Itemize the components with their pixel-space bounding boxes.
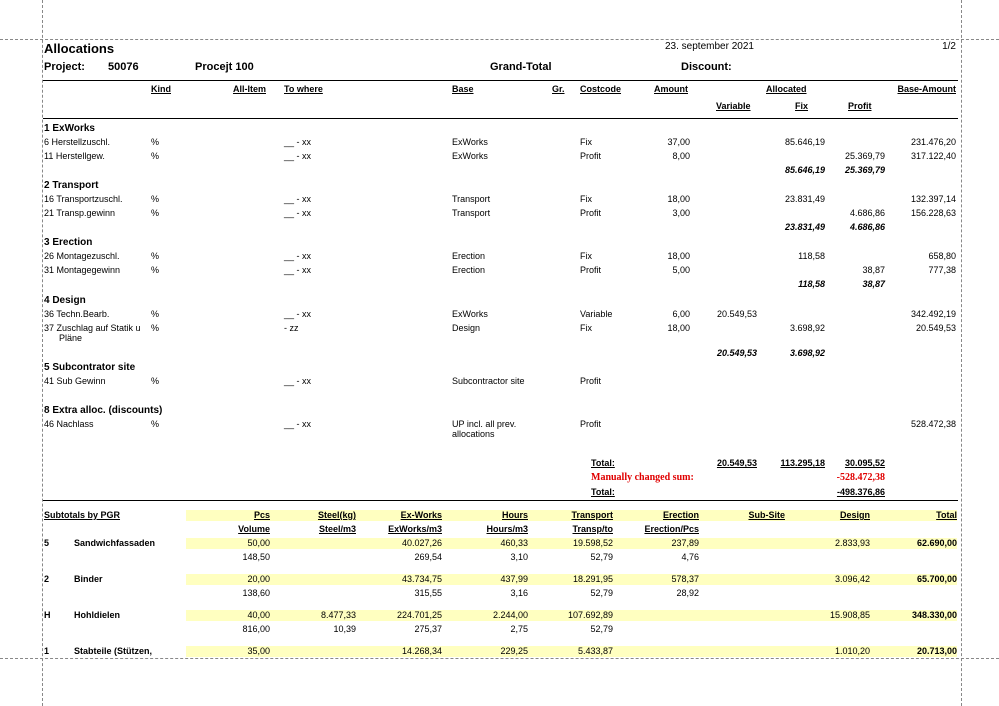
pgr-value: 578,37 bbox=[671, 574, 699, 584]
pgr-code: 5 bbox=[44, 538, 50, 548]
group-title: 5 Subcontrator site bbox=[44, 362, 136, 373]
row-costcode: Profit bbox=[580, 419, 602, 429]
row-base: Design bbox=[452, 323, 481, 333]
group-title: 3 Erection bbox=[44, 237, 93, 248]
row-costcode: Fix bbox=[580, 323, 592, 333]
row-kind: % bbox=[151, 137, 160, 147]
pgr-value: 50,00 bbox=[247, 538, 270, 548]
row-kind: % bbox=[151, 251, 160, 261]
column-header-rule bbox=[43, 118, 958, 119]
pgr-value: 40,00 bbox=[247, 610, 270, 620]
pgr-value: 229,25 bbox=[500, 646, 528, 656]
row-to-where: __ - xx bbox=[284, 194, 312, 204]
pgr-value: 224.701,25 bbox=[396, 610, 442, 620]
row-base-amount: 20.549,53 bbox=[915, 323, 956, 333]
pgr-value: 20,00 bbox=[247, 574, 270, 584]
row-base-amount: 658,80 bbox=[928, 251, 956, 261]
subtotal-subhead-2: ExWorks/m3 bbox=[388, 524, 442, 534]
row-item: 36 Techn.Bearb. bbox=[44, 309, 110, 319]
group-title: 4 Design bbox=[44, 295, 86, 306]
row-base: ExWorks bbox=[452, 151, 488, 161]
row-item: 37 Zuschlag auf Statik u bbox=[44, 323, 141, 333]
col-costcode: Costcode bbox=[580, 84, 622, 94]
total-profit: 30.095,52 bbox=[844, 458, 885, 468]
row-amount: 5,00 bbox=[672, 265, 690, 275]
row-costcode: Profit bbox=[580, 151, 602, 161]
row-profit: 38,87 bbox=[862, 265, 885, 275]
row-item-cont: Pläne bbox=[59, 333, 83, 343]
group-sub-fix: 23.831,49 bbox=[784, 222, 825, 232]
pgr-ratio: 52,79 bbox=[590, 552, 613, 562]
subtotal-head-0: Pcs bbox=[253, 510, 270, 520]
pgr-value: 62.690,00 bbox=[916, 538, 957, 548]
subtotal-head-8: Total bbox=[936, 510, 957, 520]
subtotal-subhead-5: Erection/Pcs bbox=[644, 524, 699, 534]
col-kind: Kind bbox=[151, 84, 171, 94]
pgr-value: 348.330,00 bbox=[911, 610, 957, 620]
pgr-value: 237,89 bbox=[671, 538, 699, 548]
subtotal-subhead-0: Volume bbox=[238, 524, 270, 534]
total-label: Total: bbox=[591, 458, 615, 468]
subtotals-title: Subtotals by PGR bbox=[44, 510, 121, 520]
pgr-value: 437,99 bbox=[500, 574, 528, 584]
col-all-item: All-Item bbox=[232, 84, 266, 94]
pgr-code: H bbox=[44, 610, 51, 620]
row-costcode: Profit bbox=[580, 265, 602, 275]
row-base: Erection bbox=[452, 265, 486, 275]
row-kind: % bbox=[151, 151, 160, 161]
subtotal-subhead-1: Steel/m3 bbox=[318, 524, 356, 534]
subtotal-subhead-4: Transp/to bbox=[572, 524, 613, 534]
pgr-ratio: 138,60 bbox=[242, 588, 270, 598]
group-title: 1 ExWorks bbox=[44, 123, 95, 134]
row-base-amount: 132.397,14 bbox=[910, 194, 956, 204]
row-item: 46 Nachlass bbox=[44, 419, 94, 429]
row-item: 21 Transp.gewinn bbox=[44, 208, 116, 218]
subtotal-head-2: Ex-Works bbox=[400, 510, 442, 520]
subtotal-head-1: Steel(kg) bbox=[317, 510, 356, 520]
row-kind: % bbox=[151, 419, 160, 429]
pgr-code: 1 bbox=[44, 646, 50, 656]
margin-guide-top bbox=[0, 39, 999, 40]
pgr-name: Binder bbox=[74, 574, 103, 584]
row-to-where: - zz bbox=[284, 323, 299, 333]
row-variable: 20.549,53 bbox=[716, 309, 757, 319]
row-costcode: Profit bbox=[580, 208, 602, 218]
row-to-where: __ - xx bbox=[284, 265, 312, 275]
pgr-value: 43.734,75 bbox=[401, 574, 442, 584]
row-fix: 118,58 bbox=[798, 251, 825, 261]
row-kind: % bbox=[151, 208, 160, 218]
group-sub-profit: 4.686,86 bbox=[849, 222, 885, 232]
total-fix: 113.295,18 bbox=[780, 458, 825, 468]
row-amount: 6,00 bbox=[672, 309, 690, 319]
pgr-value: 14.268,34 bbox=[401, 646, 442, 656]
row-item: 11 Herstellgew. bbox=[44, 151, 105, 161]
row-kind: % bbox=[151, 323, 160, 333]
row-kind: % bbox=[151, 265, 160, 275]
row-fix: 3.698,92 bbox=[789, 323, 825, 333]
row-to-where: __ - xx bbox=[284, 419, 312, 429]
row-costcode: Variable bbox=[580, 309, 613, 319]
pgr-value: 20.713,00 bbox=[916, 646, 957, 656]
total-variable: 20.549,53 bbox=[716, 458, 757, 468]
subtotal-subhead-3: Hours/m3 bbox=[486, 524, 528, 534]
pgr-value: 3.096,42 bbox=[834, 574, 870, 584]
report-date: 23. september 2021 bbox=[665, 41, 754, 52]
col-base: Base bbox=[452, 84, 474, 94]
pgr-value: 1.010,20 bbox=[834, 646, 870, 656]
pgr-value: 2.833,93 bbox=[834, 538, 870, 548]
pgr-ratio: 315,55 bbox=[414, 588, 442, 598]
pgr-code: 2 bbox=[44, 574, 50, 584]
group-sub-fix: 118,58 bbox=[798, 279, 825, 289]
row-base-amount: 156.228,63 bbox=[910, 208, 956, 218]
pgr-value: 40.027,26 bbox=[401, 538, 442, 548]
project-number: 50076 bbox=[108, 61, 139, 73]
pgr-value: 5.433,87 bbox=[577, 646, 613, 656]
row-base-amount: 528.472,38 bbox=[910, 419, 956, 429]
grand-total-label: Grand-Total bbox=[490, 61, 552, 73]
pgr-ratio: 3,16 bbox=[510, 588, 528, 598]
pgr-name: Hohldielen bbox=[74, 610, 121, 620]
row-base: Transport bbox=[452, 208, 491, 218]
col-allocated: Allocated bbox=[766, 84, 807, 94]
group-sub-fix: 85.646,19 bbox=[784, 165, 825, 175]
pgr-ratio: 3,10 bbox=[510, 552, 528, 562]
total2-value: -498.376,86 bbox=[836, 487, 885, 497]
row-base: ExWorks bbox=[452, 137, 488, 147]
subtotal-head-6: Sub-Site bbox=[748, 510, 785, 520]
total2-label: Total: bbox=[591, 487, 615, 497]
pgr-ratio: 4,76 bbox=[681, 552, 699, 562]
pgr-ratio: 275,37 bbox=[414, 624, 442, 634]
subtotal-head-7: Design bbox=[839, 510, 870, 520]
project-name: Procejt 100 bbox=[195, 61, 254, 73]
pgr-ratio: 52,79 bbox=[590, 588, 613, 598]
pgr-value: 15.908,85 bbox=[829, 610, 870, 620]
page-number: 1/2 bbox=[942, 41, 956, 52]
pgr-ratio: 2,75 bbox=[510, 624, 528, 634]
row-base-amount: 342.492,19 bbox=[910, 309, 956, 319]
pgr-name: Stabteile (Stützen, bbox=[74, 646, 153, 656]
pgr-value: 65.700,00 bbox=[916, 574, 957, 584]
row-fix: 23.831,49 bbox=[784, 194, 825, 204]
row-profit: 25.369,79 bbox=[844, 151, 885, 161]
group-sub-variable: 20.549,53 bbox=[716, 348, 757, 358]
project-label: Project: bbox=[44, 61, 85, 73]
margin-guide-right bbox=[961, 0, 962, 706]
col-to-where: To where bbox=[284, 84, 323, 94]
pgr-ratio: 148,50 bbox=[242, 552, 270, 562]
row-item: 26 Montagezuschl. bbox=[44, 251, 120, 261]
page-title: Allocations bbox=[44, 41, 115, 56]
row-item: 31 Montagegewinn bbox=[44, 265, 121, 275]
row-to-where: __ - xx bbox=[284, 208, 312, 218]
row-to-where: __ - xx bbox=[284, 309, 312, 319]
row-amount: 37,00 bbox=[667, 137, 690, 147]
group-sub-profit: 38,87 bbox=[862, 279, 885, 289]
row-to-where: __ - xx bbox=[284, 151, 312, 161]
col-gr: Gr. bbox=[552, 84, 565, 94]
row-base: Subcontractor site bbox=[452, 376, 525, 386]
pgr-value: 107.692,89 bbox=[567, 610, 613, 620]
group-sub-profit: 25.369,79 bbox=[844, 165, 885, 175]
col-amount: Amount bbox=[654, 84, 688, 94]
row-kind: % bbox=[151, 309, 160, 319]
row-to-where: __ - xx bbox=[284, 137, 312, 147]
row-to-where: __ - xx bbox=[284, 251, 312, 261]
row-amount: 18,00 bbox=[667, 194, 690, 204]
row-base: UP incl. all prev. bbox=[452, 419, 517, 429]
pgr-value: 19.598,52 bbox=[572, 538, 613, 548]
pgr-ratio: 269,54 bbox=[414, 552, 442, 562]
pgr-ratio: 816,00 bbox=[242, 624, 270, 634]
margin-guide-left bbox=[42, 0, 43, 706]
row-to-where: __ - xx bbox=[284, 376, 312, 386]
row-item: 6 Herstellzuschl. bbox=[44, 137, 111, 147]
pgr-name: Sandwichfassaden bbox=[74, 538, 156, 548]
pgr-value: 18.291,95 bbox=[572, 574, 613, 584]
col-fix: Fix bbox=[795, 101, 809, 111]
group-title: 2 Transport bbox=[44, 180, 99, 191]
row-base-amount: 317.122,40 bbox=[910, 151, 956, 161]
pgr-ratio: 52,79 bbox=[590, 624, 613, 634]
manual-sum-label: Manually changed sum: bbox=[591, 472, 694, 483]
subtotal-head-3: Hours bbox=[501, 510, 528, 520]
subtotal-head-5: Erection bbox=[662, 510, 699, 520]
group-title: 8 Extra alloc. (discounts) bbox=[44, 405, 163, 416]
group-sub-fix: 3.698,92 bbox=[789, 348, 825, 358]
subtotals-rule bbox=[43, 500, 958, 501]
row-kind: % bbox=[151, 194, 160, 204]
header-rule bbox=[43, 80, 958, 81]
pgr-value: 460,33 bbox=[500, 538, 528, 548]
manual-sum-value: -528.472,38 bbox=[836, 472, 885, 483]
discount-label: Discount: bbox=[681, 61, 732, 73]
row-amount: 8,00 bbox=[672, 151, 690, 161]
pgr-value: 8.477,33 bbox=[320, 610, 356, 620]
row-fix: 85.646,19 bbox=[784, 137, 825, 147]
pgr-value: 35,00 bbox=[247, 646, 270, 656]
row-amount: 3,00 bbox=[672, 208, 690, 218]
row-costcode: Profit bbox=[580, 376, 602, 386]
row-amount: 18,00 bbox=[667, 323, 690, 333]
pgr-ratio: 28,92 bbox=[676, 588, 699, 598]
row-costcode: Fix bbox=[580, 251, 592, 261]
margin-guide-bottom bbox=[0, 658, 999, 659]
row-base: Erection bbox=[452, 251, 486, 261]
row-base: ExWorks bbox=[452, 309, 488, 319]
pgr-value: 2.244,00 bbox=[492, 610, 528, 620]
row-base: Transport bbox=[452, 194, 491, 204]
col-profit: Profit bbox=[848, 101, 872, 111]
pgr-ratio: 10,39 bbox=[333, 624, 356, 634]
row-item: 41 Sub Gewinn bbox=[44, 376, 106, 386]
row-base-cont: allocations bbox=[452, 429, 495, 439]
row-costcode: Fix bbox=[580, 137, 592, 147]
row-profit: 4.686,86 bbox=[849, 208, 885, 218]
row-costcode: Fix bbox=[580, 194, 592, 204]
col-base-amount: Base-Amount bbox=[897, 84, 956, 94]
subtotal-head-4: Transport bbox=[571, 510, 613, 520]
row-item: 16 Transportzuschl. bbox=[44, 194, 123, 204]
row-base-amount: 231.476,20 bbox=[910, 137, 956, 147]
col-variable: Variable bbox=[716, 101, 751, 111]
row-kind: % bbox=[151, 376, 160, 386]
row-amount: 18,00 bbox=[667, 251, 690, 261]
row-base-amount: 777,38 bbox=[928, 265, 956, 275]
